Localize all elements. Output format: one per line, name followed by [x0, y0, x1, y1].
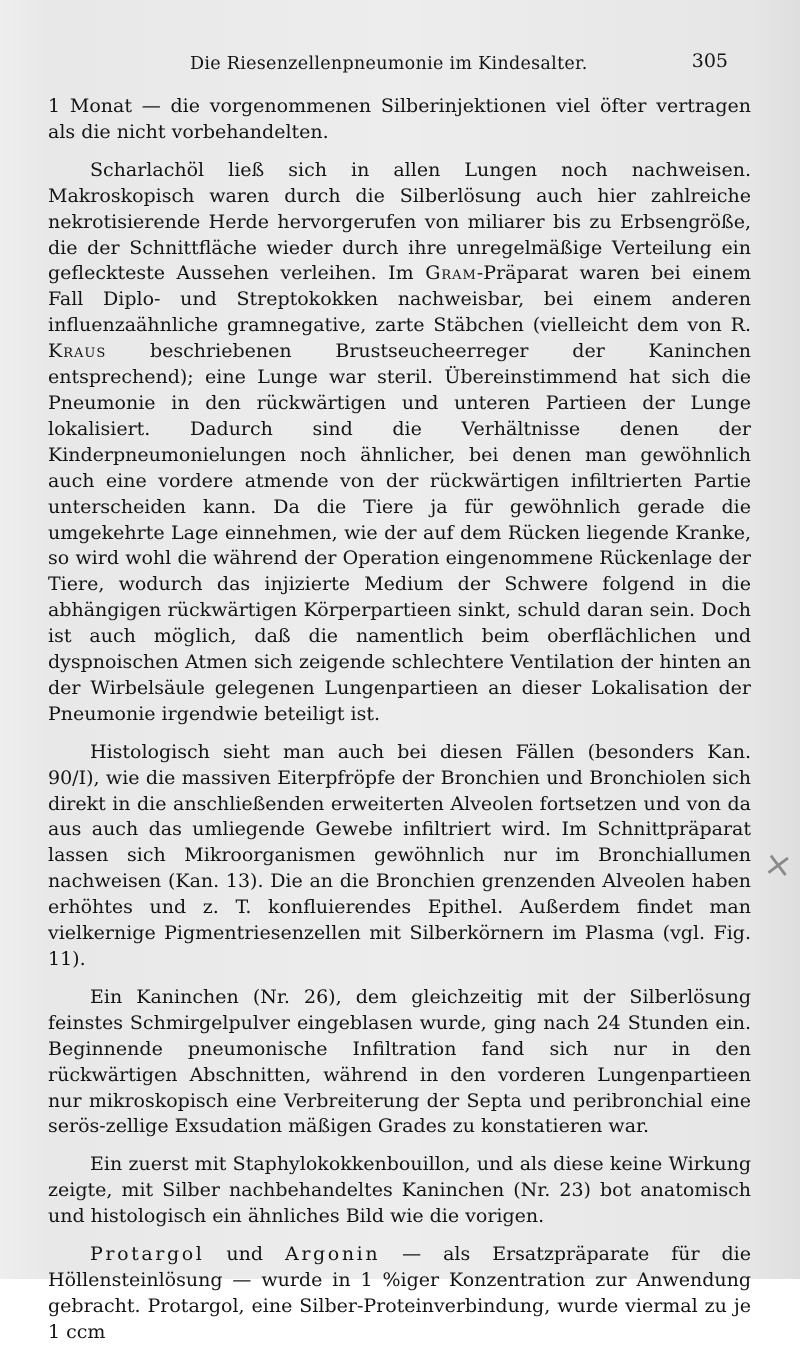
author-name-kraus: Kraus — [48, 340, 107, 363]
page-number: 305 — [691, 50, 728, 72]
paragraph-6 — [48, 1242, 751, 1346]
paragraph-2-text-c: beschriebenen Brustseucheerreger der Kaninchen entsprechend); eine Lunge war steril. Übereinstimmend hat sich die Pneumonie in den rückwärtigen und unteren Partieen der Lunge lokalisiert. Dadurch sind die Verhältnisse denen der Kinderpneumonielungen noch ähnlicher, bei denen man gewöhnlich auch eine vordere atmende von der rückwärtigen infiltrierten Partie unterscheiden kann. Da die Tiere ja für gewöhnlich gerade die umgekehrte Lage einnehmen, wie der auf dem Rücken liegende Kranke, so wird wohl die während der Operation eingenommene Rückenlage der Tiere, wodurch das injizierte Medium der Schwere folgend in die abhängigen rückwärtigen Körperpartieen sinkt, schuld daran sein. Doch ist auch möglich, daß die namentlich beim oberflächlichen und dyspnoischen Atmen sich zeigende schlechtere Ventilation der hinten an der Wirbelsäule gelegenen Lungenpartieen an dieser Lokalisation der Pneumonie irgendwie beteiligt ist. — [48, 340, 751, 725]
author-name-gram: Gram — [425, 262, 477, 285]
paragraph-3 — [48, 740, 751, 973]
paragraph-2-text-b: -Präparat waren bei einem Fall Diplo- und Streptokokken nachweisbar, bei einem anderen influenzaähnliche gramnegative, zarte Stäbchen (vielleicht dem von R. — [48, 262, 751, 337]
paragraph-6-text-b: , eine Silber-Proteinverbindung, wurde viermal zu je 1 ccm — [48, 1294, 751, 1343]
paragraph-5 — [48, 1152, 751, 1230]
paragraph-4-text: Ein Kaninchen (Nr. 26), dem gleichzeitig mit der Silberlösung feinstes Schmirgelpulver eingeblasen wurde, ging nach 24 Stunden ein. Beginnende pneumonische Infiltration fand sich nur in den rückwärtigen Abschnitten, während in den vorderen Lungenpartieen nur mikroskopisch eine Verbreiterung der Septa und peribronchial eine serös-zellige Exsudation mäßigen Grades zu konstatieren war. — [48, 985, 751, 1138]
paragraph-1-text: 1 Monat — die vorgenommenen Silberinjektionen viel öfter vertragen als die nicht vorbehandelten. — [48, 95, 751, 143]
term-protargol-2: Protargol — [147, 1294, 239, 1317]
running-title: Die Riesenzellenpneumonie im Kindesalter. — [190, 54, 588, 74]
paragraph-1 — [48, 94, 751, 146]
paragraph-6-text-a: — als Ersatzpräparate für die Höllensteinlösung — wurde in 1 %iger Konzentration zur Anwendung gebracht. — [48, 1243, 752, 1317]
paragraph-2-text-a: Scharlachöl ließ sich in allen Lungen noch nachweisen. Makroskopisch waren durch die Silberlösung auch hier zahlreiche nekrotisierende Herde hervorgerufen von miliarer bis zu Erbsengröße, die der Schnittfläche wieder durch ihre unregelmäßige Verteilung ein gefleckteste Aussehen verleihen. Im — [48, 158, 751, 285]
pencil-cross-mark-icon: × — [760, 843, 795, 887]
paragraph-2 — [48, 158, 751, 728]
page-header — [40, 50, 740, 80]
paragraph-3-text: Histologisch sieht man auch bei diesen Fällen (besonders Kan. 90/I), wie die massiven Eiterpfröpfe der Bronchien und Bronchiolen sich direkt in die anschließenden erweiterten Alveolen fortsetzen und von da aus auch das umliegende Gewebe infiltriert wird. Im Schnittpräparat lassen sich Mikroorganismen gewöhnlich nur im Bronchiallumen nachweisen (Kan. 13). Die an die Bronchien grenzenden Alveolen haben erhöhtes und z. T. konfluierendes Epithel. Außerdem findet man vielkernige Pigmentriesenzellen mit Silberkörnern im Plasma (vgl. Fig. 11). — [48, 740, 751, 970]
body-text — [48, 94, 751, 1346]
paragraph-5-text: Ein zuerst mit Staphylokokkenbouillon, und als diese keine Wirkung zeigte, mit Silber nachbehandeltes Kaninchen (Nr. 23) bot anatomisch und histologisch ein ähnliches Bild wie die vorigen. — [48, 1153, 751, 1228]
term-argonin: Argonin — [285, 1243, 381, 1266]
term-protargol: Protargol — [90, 1243, 205, 1266]
paragraph-6-connector: und — [204, 1243, 286, 1266]
paragraph-4 — [48, 985, 751, 1140]
